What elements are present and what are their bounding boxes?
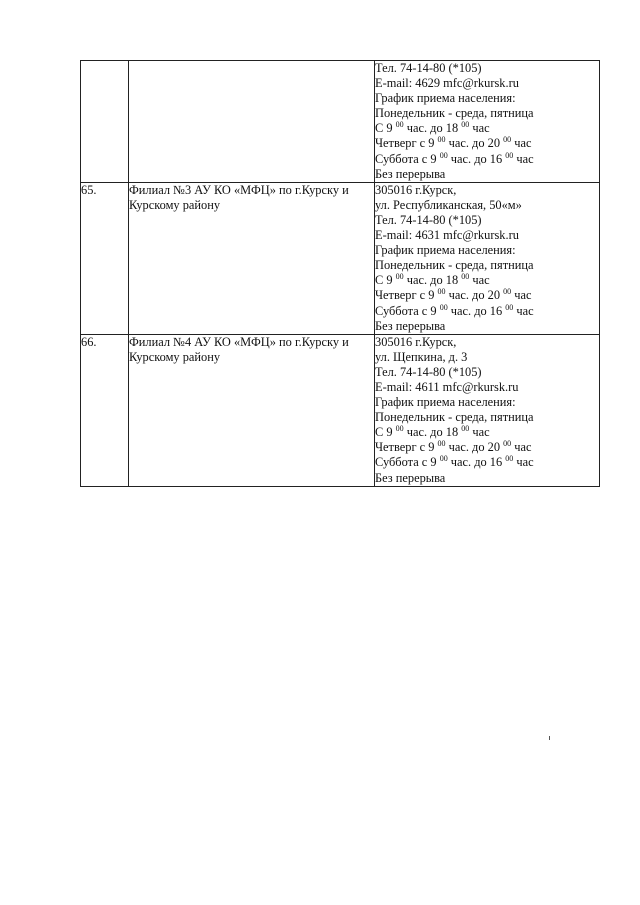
info-line: График приема населения:: [375, 243, 516, 258]
info-line: Без перерыва: [375, 318, 446, 333]
office-info: [375, 61, 600, 183]
info-line: 305016 г.Курск,: [375, 334, 457, 349]
info-line: E-mail: 4631 mfc@rkursk.ru: [375, 228, 519, 243]
scan-speck: [549, 736, 550, 740]
row-number: [81, 61, 129, 183]
info-line: Суббота с 9 $^{00}$ час. до 16 $^{00}$ час: [375, 150, 534, 166]
info-line: Тел. 74-14-80 (*105): [375, 212, 482, 227]
info-line: E-mail: 4611 mfc@rkursk.ru: [375, 379, 519, 394]
row-number: 66.: [81, 334, 129, 486]
info-line: Без перерыва: [375, 166, 446, 181]
info-line: Суббота с 9 $^{00}$ час. до 16 $^{00}$ час: [375, 302, 534, 318]
info-line: С 9 $^{00}$ час. до 18 $^{00}$ час: [375, 120, 490, 136]
table-row: [81, 334, 600, 486]
table-row: [81, 182, 600, 334]
table-row: [81, 61, 600, 183]
info-line: Четверг с 9 $^{00}$ час. до 20 $^{00}$ час: [375, 287, 532, 303]
info-line: Понедельник - среда, пятница: [375, 106, 534, 121]
office-info: [375, 334, 600, 486]
info-line: ул. Щепкина, д. 3: [375, 349, 468, 364]
info-line: Понедельник - среда, пятница: [375, 258, 534, 273]
office-name: Филиал №4 АУ КО «МФЦ» по г.Курску и Курскому району: [129, 334, 375, 486]
info-line: ул. Республиканская, 50«м»: [375, 197, 522, 212]
info-line: С 9 $^{00}$ час. до 18 $^{00}$ час: [375, 424, 490, 440]
offices-table: [80, 60, 600, 487]
office-name: [129, 61, 375, 183]
info-line: С 9 $^{00}$ час. до 18 $^{00}$ час: [375, 272, 490, 288]
info-line: Четверг с 9 $^{00}$ час. до 20 $^{00}$ час: [375, 439, 532, 455]
info-line: График приема населения:: [375, 395, 516, 410]
info-line: Суббота с 9 $^{00}$ час. до 16 $^{00}$ час: [375, 454, 534, 470]
office-info: [375, 182, 600, 334]
info-line: Тел. 74-14-80 (*105): [375, 61, 482, 75]
info-line: Понедельник - среда, пятница: [375, 410, 534, 425]
info-line: Четверг с 9 $^{00}$ час. до 20 $^{00}$ час: [375, 135, 532, 151]
row-number: 65.: [81, 182, 129, 334]
office-name: Филиал №3 АУ КО «МФЦ» по г.Курску и Курскому району: [129, 182, 375, 334]
info-line: E-mail: 4629 mfc@rkursk.ru: [375, 76, 519, 91]
info-line: Без перерыва: [375, 470, 446, 485]
info-line: 305016 г.Курск,: [375, 182, 457, 197]
info-line: Тел. 74-14-80 (*105): [375, 364, 482, 379]
info-line: График приема населения:: [375, 91, 516, 106]
